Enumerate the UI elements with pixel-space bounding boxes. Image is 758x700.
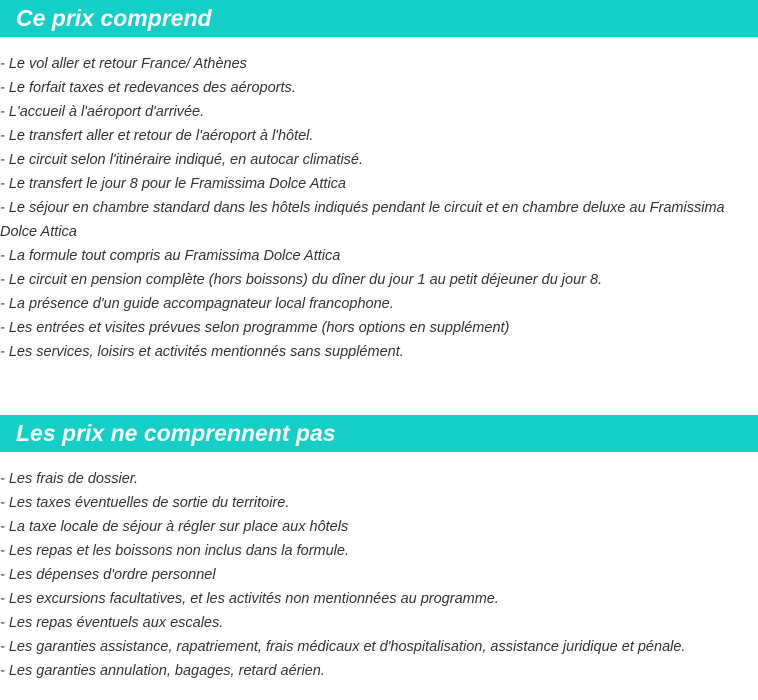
list-item: - L'accueil à l'aéroport d'arrivée. [0,104,205,120]
list-item: - La taxe locale de séjour à régler sur place aux hôtels [0,519,349,535]
list-item: - Le circuit en pension complète (hors boissons) du dîner du jour 1 au petit déjeuner du jour 8. [0,272,603,288]
list-item: - Les entrées et visites prévues selon programme (hors options en supplément) [0,320,510,336]
list-item: - Les excursions facultatives, et les activités non mentionnées au programme. [0,591,499,607]
list-item: - Le circuit selon l'itinéraire indiqué, en autocar climatisé. [0,152,364,168]
list-item: - Le forfait taxes et redevances des aéroports. [0,80,296,96]
included-list [0,52,758,364]
list-item: - Le vol aller et retour France/ Athènes [0,56,247,72]
list-item: - Le transfert le jour 8 pour le Framissima Dolce Attica [0,176,346,192]
list-item: - Les taxes éventuelles de sortie du territoire. [0,495,290,511]
excluded-section-title: Les prix ne comprennent pas [0,415,758,452]
excluded-list [0,467,758,683]
included-section-title: Ce prix comprend [0,0,758,37]
list-item: - Les repas et les boissons non inclus dans la formule. [0,543,349,559]
list-item: - Les garanties assistance, rapatriement, frais médicaux et d'hospitalisation, assistance juridique et pénale. [0,639,686,655]
list-item: - La formule tout compris au Framissima Dolce Attica [0,248,341,264]
list-item: - La présence d'un guide accompagnateur local francophone. [0,296,394,312]
list-item: - Les dépenses d'ordre personnel [0,567,216,583]
list-item: - Les garanties annulation, bagages, retard aérien. [0,663,325,679]
list-item: - Les frais de dossier. [0,471,139,487]
list-item: - Les repas éventuels aux escales. [0,615,224,631]
list-item: - Le séjour en chambre standard dans les hôtels indiqués pendant le circuit et en chambre deluxe au Framissima Dolce Attica [0,200,725,240]
list-item: - Les services, loisirs et activités mentionnés sans supplément. [0,344,404,360]
list-item: - Le transfert aller et retour de l'aéroport à l'hôtel. [0,128,314,144]
